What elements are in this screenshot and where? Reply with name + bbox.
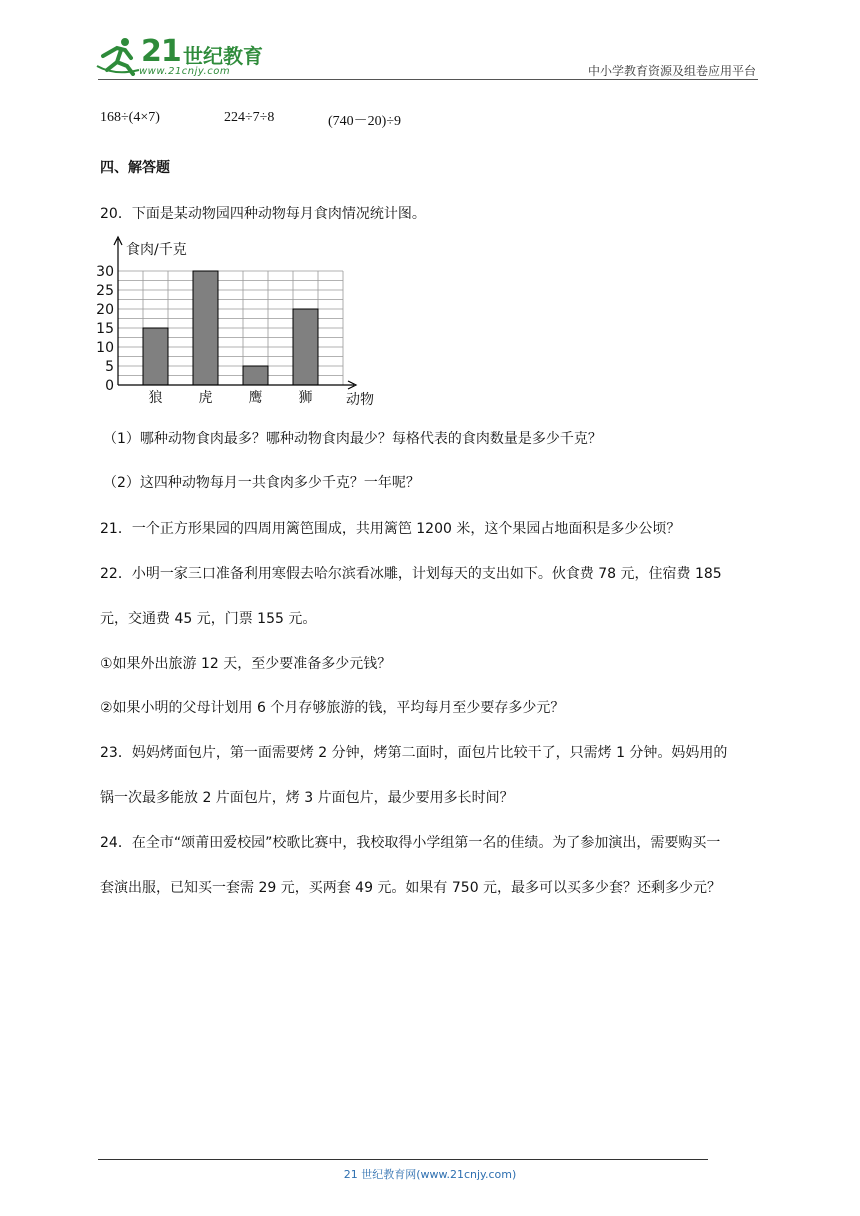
x-axis-label: 动物 xyxy=(346,392,374,408)
runner-logo-icon xyxy=(95,36,141,76)
y-tick-label: 15 xyxy=(96,321,114,337)
category-label: 狮 xyxy=(298,390,313,406)
y-tick-label: 25 xyxy=(96,283,114,299)
bar xyxy=(193,271,218,385)
section-title: 四、解答题 xyxy=(100,160,170,176)
question-20-sub-2: （2）这四种动物每月一共食肉多少千克？一年呢？ xyxy=(103,475,420,491)
chart-y-ticks xyxy=(96,264,114,394)
category-label: 鹰 xyxy=(248,390,263,406)
question-21: 21．一个正方形果园的四周用篱笆围成，共用篱笆 1200 米，这个果园占地面积是多少公顷？ xyxy=(100,521,681,537)
question-20-sub-1: （1）哪种动物食肉最多？哪种动物食肉最少？每格代表的食肉数量是多少千克？ xyxy=(103,431,602,447)
logo-number: 21 xyxy=(141,34,181,69)
question-23-line-1: 23．妈妈烤面包片，第一面需要烤 2 分钟，烤第二面时，面包片比较干了，只需烤 1 分钟。妈妈用的 xyxy=(100,745,728,761)
category-label: 虎 xyxy=(198,390,213,406)
expression-1: 168÷(4×7) xyxy=(100,110,160,125)
y-tick-label: 30 xyxy=(96,264,114,280)
category-label: 狼 xyxy=(148,390,163,406)
y-tick-label: 5 xyxy=(105,359,114,375)
question-23-line-2: 锅一次最多能放 2 片面包片，烤 3 片面包片，最少要用多长时间？ xyxy=(100,790,514,806)
bar xyxy=(243,366,268,385)
y-tick-label: 0 xyxy=(105,378,114,394)
y-tick-label: 10 xyxy=(96,340,114,356)
footer-text: 21 世纪教育网(www.21cnjy.com) xyxy=(343,1168,517,1181)
question-20-stem: 20．下面是某动物园四种动物每月食肉情况统计图。 xyxy=(100,206,426,222)
y-axis-label: 食肉/千克 xyxy=(126,242,187,258)
logo-text: 世纪教育 xyxy=(183,44,263,68)
bar xyxy=(143,328,168,385)
question-22-line-1: 22．小明一家三口准备利用寒假去哈尔滨看冰雕，计划每天的支出如下。伙食费 78 元，住宿费 185 xyxy=(100,566,722,582)
logo-url: www.21cnjy.com xyxy=(139,66,231,77)
header-platform-text: 中小学教育资源及组卷应用平台 xyxy=(587,64,756,78)
site-logo xyxy=(95,34,265,78)
question-24-line-1: 24．在全市“颂莆田爱校园”校歌比赛中，我校取得小学组第一名的佳绩。为了参加演出，需要购买一 xyxy=(100,835,721,851)
bar-chart xyxy=(90,234,390,414)
y-tick-label: 20 xyxy=(96,302,114,318)
question-22-line-2: 元，交通费 45 元，门票 155 元。 xyxy=(100,611,317,627)
question-24-line-2: 套演出服，已知买一套需 29 元，买两套 49 元。如果有 750 元，最多可以买多少套？还剩多少元？ xyxy=(100,880,722,896)
footer-divider xyxy=(98,1159,708,1160)
expression-3: (740－20)÷9 xyxy=(328,114,402,129)
chart-categories xyxy=(149,389,313,406)
bar xyxy=(293,309,318,385)
header-divider xyxy=(98,79,758,80)
question-22-sub-2: ②如果小明的父母计划用 6 个月存够旅游的钱，平均每月至少要存多少元？ xyxy=(100,700,565,716)
question-22-sub-1: ①如果外出旅游 12 天，至少要准备多少元钱？ xyxy=(100,656,392,672)
expression-2: 224÷7÷8 xyxy=(224,110,275,125)
